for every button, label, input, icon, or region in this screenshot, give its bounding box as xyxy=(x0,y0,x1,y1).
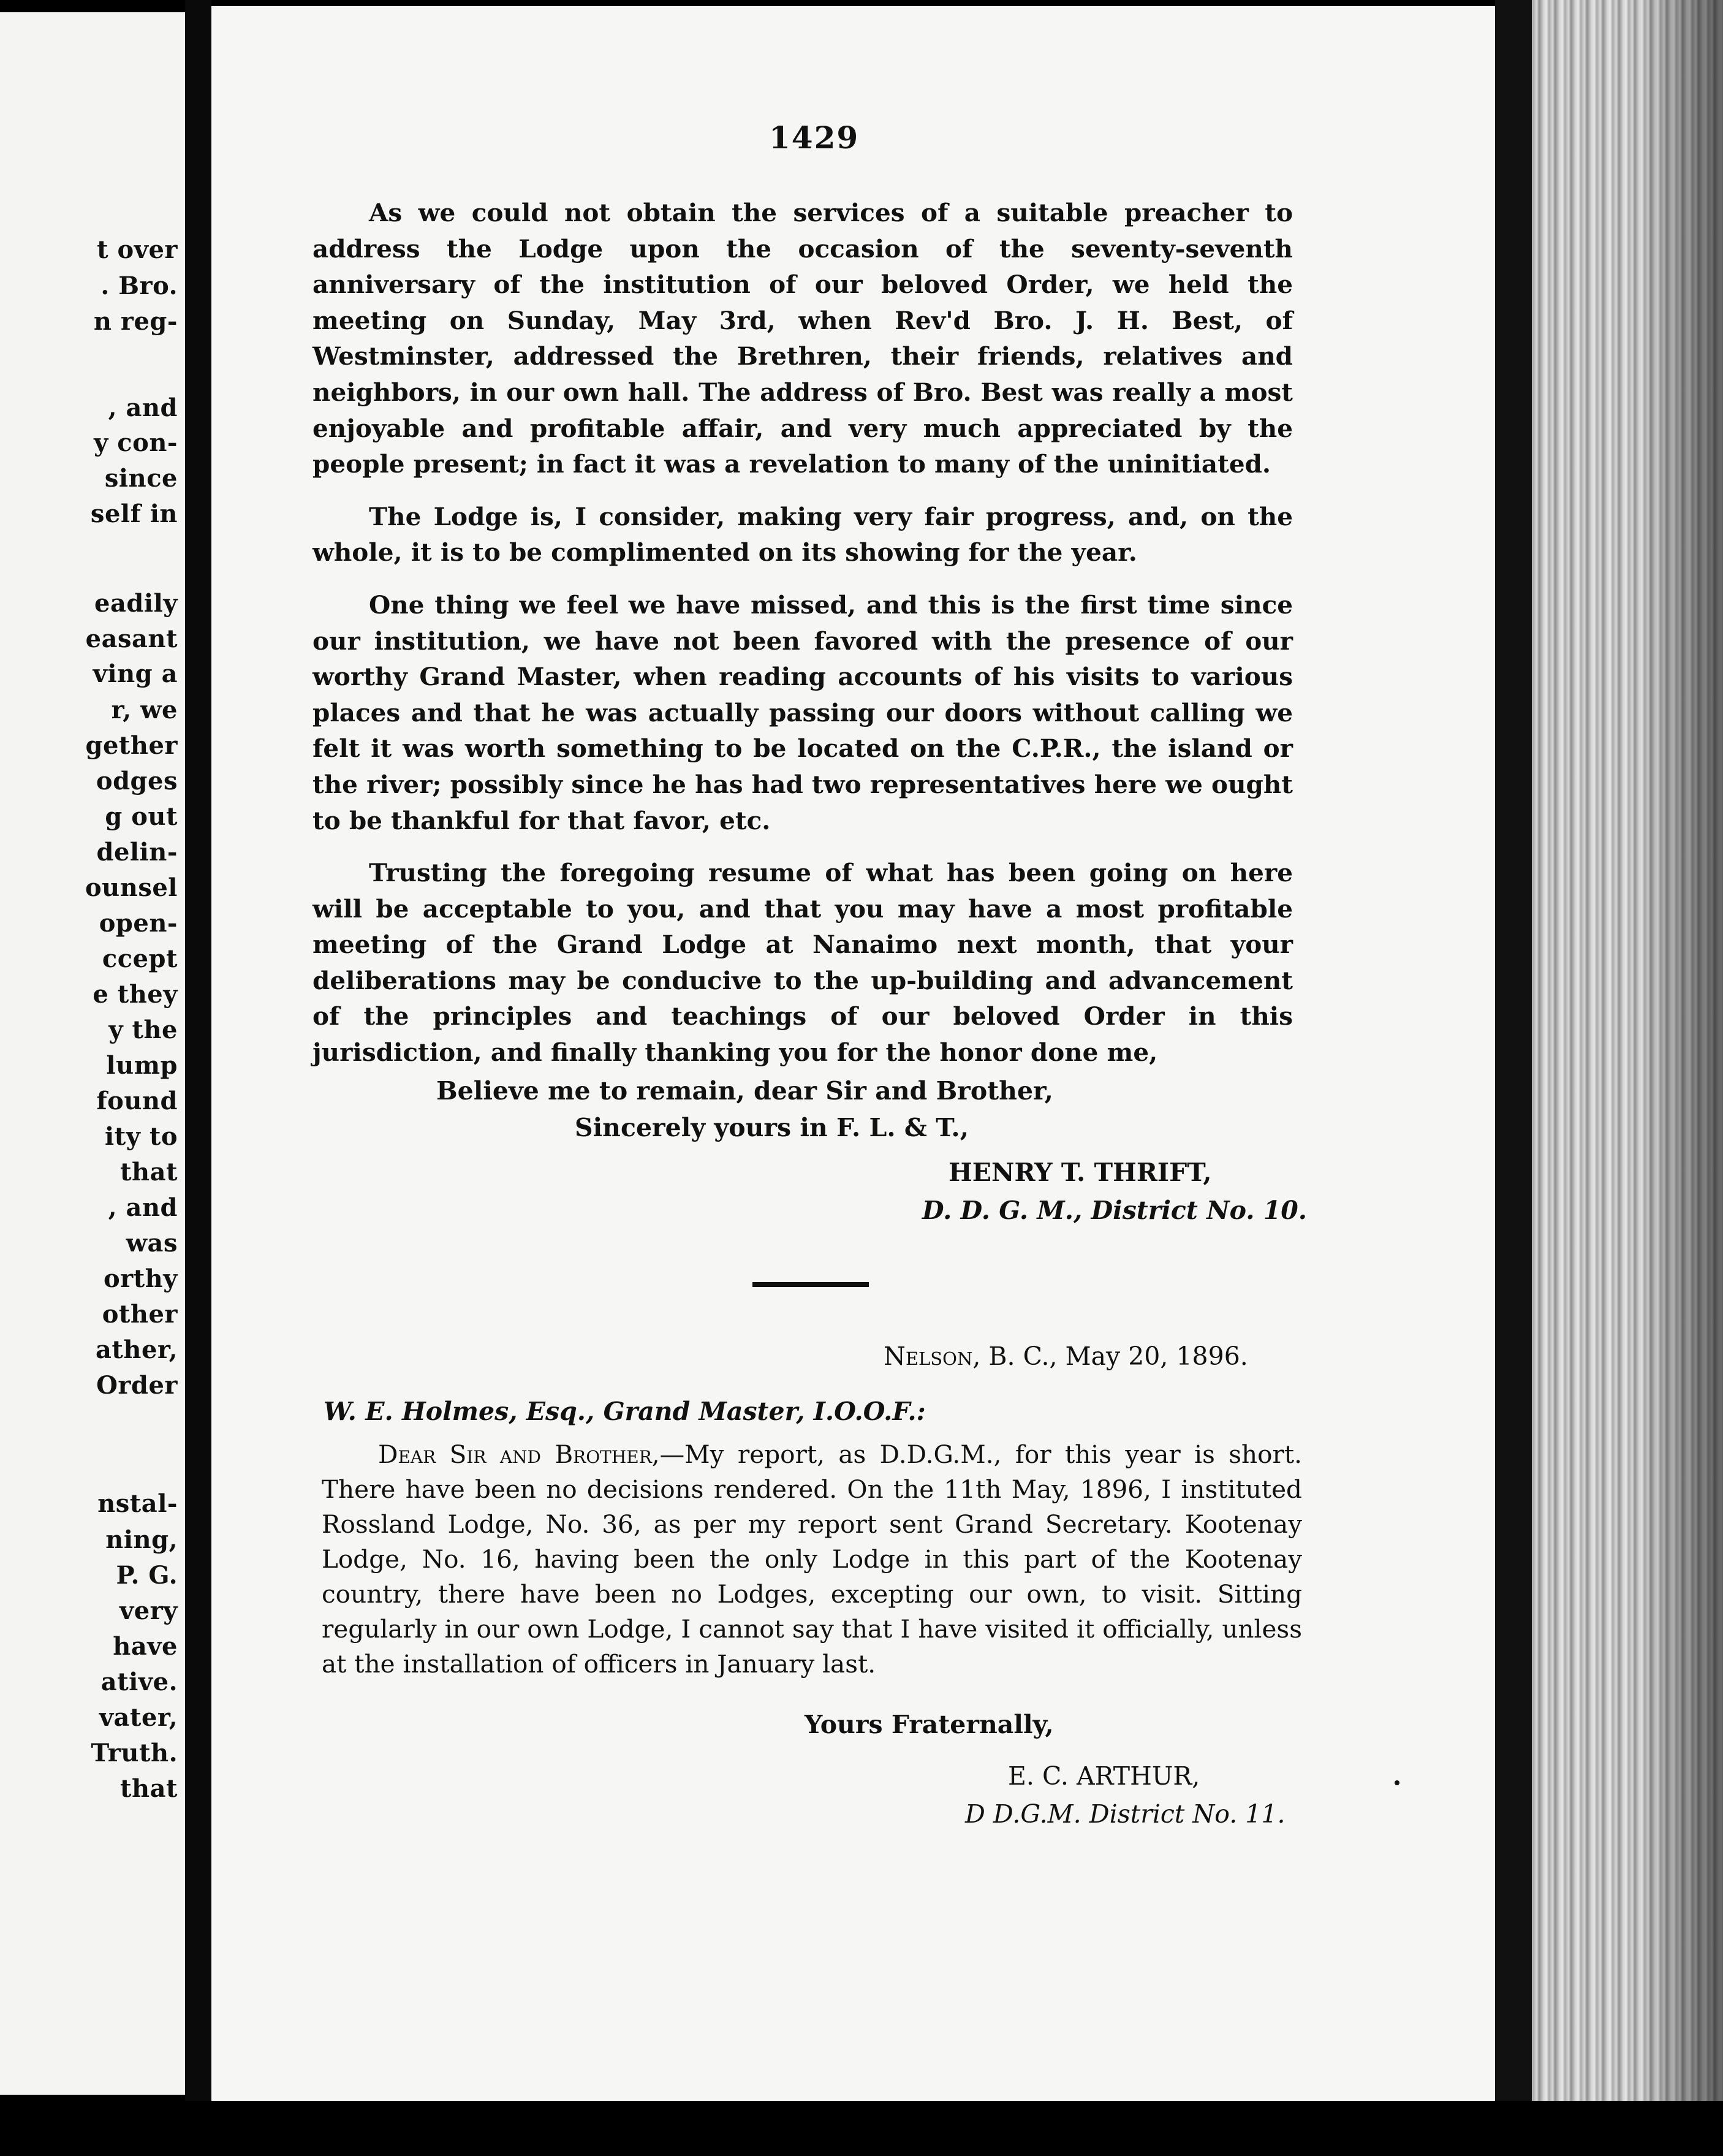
paragraph: The Lodge is, I consider, making very fair progress, and, on the whole, it is to be complimented on its showing for the year. xyxy=(312,501,1293,567)
left-page-fragment: P. G. xyxy=(116,1561,178,1590)
left-page-fragment: y the xyxy=(108,1015,178,1044)
left-page-fragment: ounsel xyxy=(85,873,178,902)
left-page-fragment: very xyxy=(119,1596,178,1625)
left-page-fragment: , and xyxy=(108,393,178,422)
signer-name-2: E. C. ARTHUR, xyxy=(1008,1761,1200,1791)
left-page-fragment: self in xyxy=(90,499,178,528)
left-page-fragment: y con- xyxy=(94,428,178,457)
left-page-fragment: ving a xyxy=(93,659,178,688)
facing-page-left xyxy=(0,12,185,2095)
paragraph: As we could not obtain the services of a suitable preacher to address the Lodge upon the occasion of the seventy-seventh anniversary of the institution of our beloved Order, we held the meeting on Sunday, May 3rd, when Rev'd Bro. J. H. Best, of Westminster, addressed the Brethren, their friends, relatives and neighbors, in our own hall. The address of Bro. Best was really a most enjoyable and profitable affair, and very much appreciated by the people present; in fact it was a revelation to many of the uninitiated. xyxy=(312,198,1293,479)
left-page-fragment: ning, xyxy=(105,1525,178,1554)
closing-line-1: Believe me to remain, dear Sir and Brother, xyxy=(436,1076,1053,1106)
left-page-fragment: e they xyxy=(93,980,178,1009)
signer-title-2: D D.G.M. District No. 11. xyxy=(965,1799,1286,1829)
place-date-rest: , B. C., May 20, 1896. xyxy=(972,1342,1248,1371)
page-number: 1429 xyxy=(769,120,860,156)
page-edges xyxy=(1495,0,1723,2156)
letter-2-text: —My report, as D.D.G.M., for this year is short. There have been no decisions rendered. On the 11th May, 1896, I instituted Rossland Lodge, No. 36, as per my report sent Grand Secretary. Kootenay Lodge, No. 16, having been the only Lodge in this part of the Kootenay country, there have been no Lodges, excepting our own, to visit. Sitting regularly in our own Lodge, I cannot say that I have visited it officially, unless at the installation of officers in January last. xyxy=(322,1440,1302,1679)
book-gutter xyxy=(185,0,211,2156)
letter-2-body xyxy=(322,1437,1302,1682)
letter-1-body xyxy=(312,195,1293,1087)
left-page-fragment: odges xyxy=(96,767,178,795)
left-page-fragment: easant xyxy=(85,624,178,653)
section-divider xyxy=(752,1282,869,1287)
closing-line-2: Sincerely yours in F. L. & T., xyxy=(575,1113,969,1142)
ink-speck xyxy=(1395,1780,1399,1785)
paragraph: One thing we feel we have missed, and this is the first time since our institution, we have not been favored with the presence of our worthy Grand Master, when reading accounts of his visits to various places and that he was actually passing our doors without calling we felt it was worth something to be located on the C.P.R., the island or the river; possibly since he has had two representatives here we ought to be thankful for that favor, etc. xyxy=(312,590,1293,835)
addressee: W. E. Holmes, Esq., Grand Master, I.O.O.F.: xyxy=(324,1397,926,1426)
place-date xyxy=(884,1344,1248,1369)
edge-shade xyxy=(1637,0,1723,2156)
left-page-fragment: , and xyxy=(108,1193,178,1222)
left-page-fragment: Truth. xyxy=(91,1739,178,1767)
left-page-fragment: lump xyxy=(106,1051,178,1080)
left-page-fragment: . Bro. xyxy=(100,271,178,300)
place-name: Nelson xyxy=(884,1342,973,1371)
left-page-fragment: other xyxy=(102,1300,178,1329)
left-page-fragment: ity to xyxy=(105,1122,178,1151)
edge-shadow xyxy=(1495,0,1532,2156)
left-page-fragment: orthy xyxy=(103,1264,178,1293)
paragraph: Trusting the foregoing resume of what has been going on here will be acceptable to you, and that you may have a most profitable meeting of the Grand Lodge at Nanaimo next month, that your deliberations may be conducive to the up-building and advancement of the principles and teachings of our beloved Order in this jurisdiction, and finally thanking you for the honor done me, xyxy=(312,858,1293,1068)
left-page-fragment: vater, xyxy=(99,1703,178,1732)
left-page-fragment: n reg- xyxy=(93,307,178,336)
left-page-fragment: ative. xyxy=(100,1668,178,1696)
signer-title: D. D. G. M., District No. 10. xyxy=(922,1196,1308,1225)
left-page-fragment: found xyxy=(96,1087,178,1115)
left-page-fragment: since xyxy=(104,464,178,493)
left-page-fragment: was xyxy=(126,1229,178,1258)
left-page-fragment: ather, xyxy=(95,1335,178,1364)
left-page-fragment: delin- xyxy=(96,838,178,867)
left-page-fragment: nstal- xyxy=(97,1489,178,1518)
left-page-fragment: that xyxy=(120,1774,178,1803)
left-page-fragment: have xyxy=(113,1632,178,1661)
signer-name: HENRY T. THRIFT, xyxy=(949,1158,1212,1187)
salutation: Dear Sir and Brother, xyxy=(378,1440,660,1469)
left-page-fragment: Order xyxy=(96,1371,178,1400)
left-page-fragment: r, we xyxy=(111,696,178,724)
left-page-fragment: ccept xyxy=(102,944,178,973)
closing-line: Yours Fraternally, xyxy=(805,1710,1054,1739)
left-page-fragment: g out xyxy=(105,802,178,831)
left-page-fragment: that xyxy=(120,1158,178,1186)
left-page-fragment: eadily xyxy=(94,589,178,618)
left-page-fragment: open- xyxy=(99,909,178,938)
left-page-fragment: gether xyxy=(85,731,178,760)
bottom-margin-dark xyxy=(0,2101,1723,2156)
left-page-fragment: t over xyxy=(97,235,178,264)
paragraph xyxy=(322,1437,1302,1682)
